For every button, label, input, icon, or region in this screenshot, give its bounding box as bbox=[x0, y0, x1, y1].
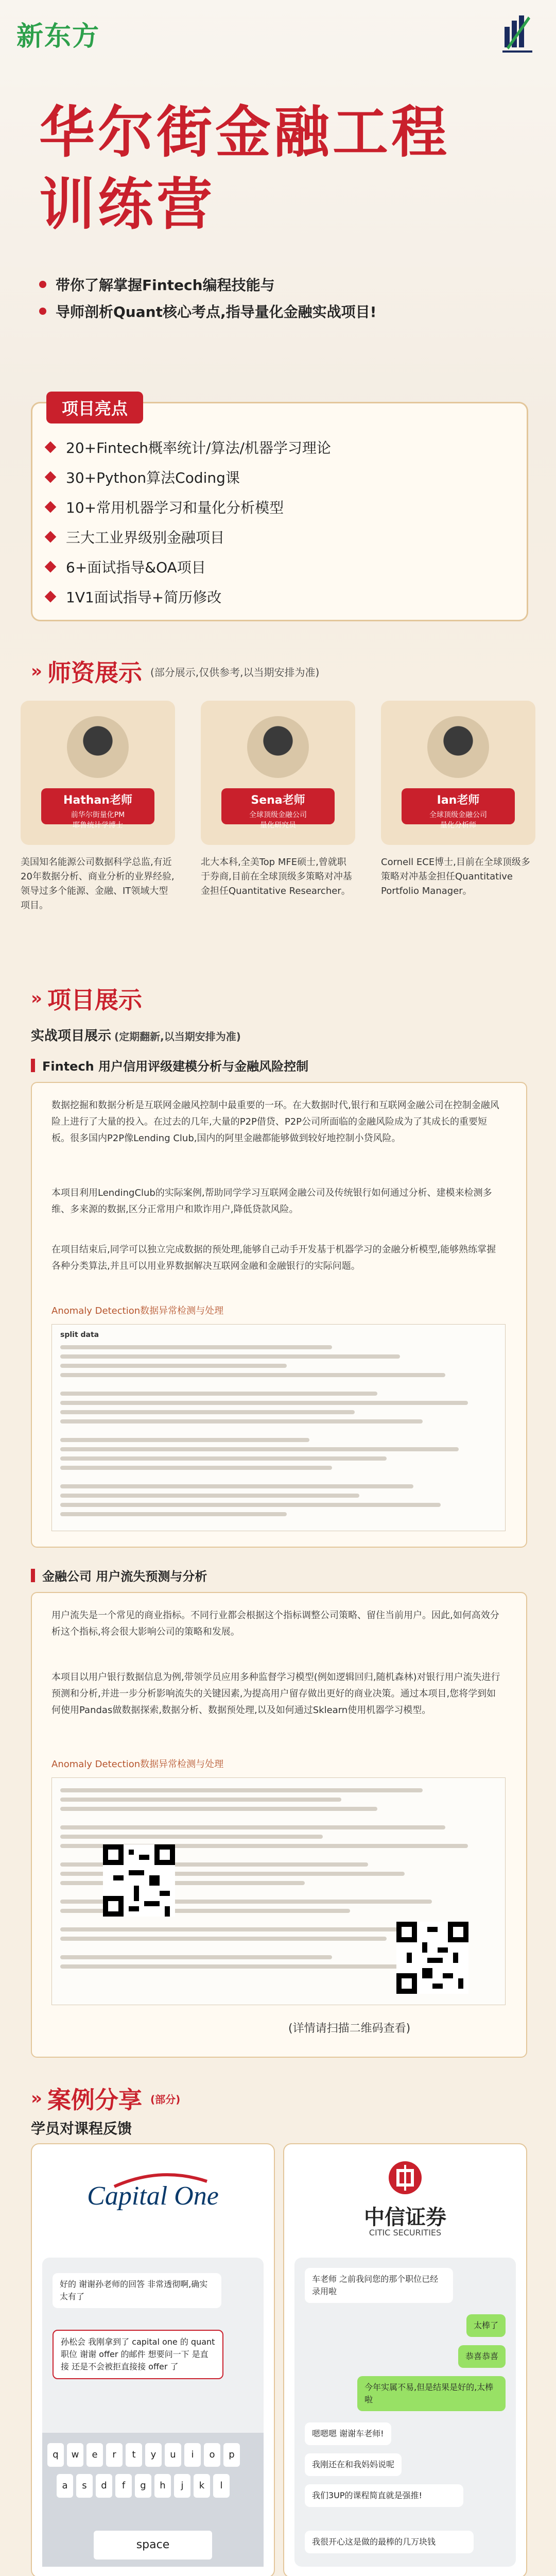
highlight-item: 三大工业界级别金融项目 bbox=[46, 527, 510, 547]
citic-name-cn: 中信证券 bbox=[364, 2206, 446, 2229]
chat-bubble: 嗯嗯嗯 谢谢车老师! bbox=[305, 2422, 391, 2445]
project1-code-screenshot: split data bbox=[51, 1324, 506, 1531]
highlight-item: 1V1面试指导+简历修改 bbox=[46, 586, 510, 607]
keyboard-key[interactable]: u bbox=[165, 2443, 181, 2467]
mentors-heading: » 师资展示 (部分展示,仅供参考,以当期安排为准) bbox=[31, 659, 320, 687]
diamond-icon bbox=[45, 531, 57, 543]
chat-screenshot bbox=[294, 2258, 516, 2567]
highlight-item: 20+Fintech概率统计/算法/机器学习理论 bbox=[46, 437, 510, 457]
keyboard-key[interactable]: i bbox=[184, 2443, 201, 2467]
swoosh-icon bbox=[109, 2171, 212, 2192]
capital-one-logo: Capital One bbox=[87, 2181, 219, 2211]
project2-para2: 本项目以用户银行数据信息为例,带领学员应用多种监督学习模型(例如逻辑回归,随机森林)对银行用户流失进行预测和分析,并进一步分析影响流失的关键因素,为提高用户留存做出更好的商业决策。通过本项目,您将学到如何使用Pandas做数据探索,数据分析、数据预处理,以及如何通过Sklearn使用机器学习模型。 bbox=[51, 1672, 500, 1716]
feedback-title: 学员对课程反馈 bbox=[31, 2120, 132, 2137]
keyboard-key[interactable]: q bbox=[47, 2443, 64, 2467]
hero-bullets bbox=[39, 268, 502, 328]
mentor-card bbox=[381, 701, 535, 845]
keyboard-key[interactable]: g bbox=[135, 2474, 151, 2498]
chat-bubble: 我们3UP的课程简直就是强推! bbox=[305, 2484, 463, 2507]
brand-logo: 新东方 bbox=[16, 21, 100, 52]
keyboard-key[interactable]: y bbox=[145, 2443, 162, 2467]
highlights-list bbox=[46, 428, 510, 616]
project1-para2: 本项目利用LendingClub的实际案例,帮助同学学习互联网金融公司及传统银行如何通过分析、建模来检测多维、多来源的数据,区分正常用户和欺诈用户,降低贷款风险。 bbox=[51, 1188, 492, 1215]
hero-title-line2: 训练营 bbox=[39, 173, 216, 237]
chat-bubble: 我很开心这是做的最棒的几万块钱 bbox=[305, 2531, 474, 2553]
avatar bbox=[427, 716, 489, 778]
chat-screenshot bbox=[42, 2258, 264, 2567]
mentor-desc: 北大本科,全美Top MFE硕士,曾就职于券商,目前在全球顶级多策略对冲基金担任Quantitative Researcher。 bbox=[201, 857, 352, 896]
chat-bubble: 孙松会 我刚拿到了 capital one 的 quant 职位 谢谢 offer 的邮件 想要问一下 是直接 还是不会被拒直接接 offer 了 bbox=[53, 2330, 223, 2379]
chat-bubble: 太棒了 bbox=[466, 2314, 506, 2337]
projects-heading: » 项目展示 bbox=[31, 986, 142, 1014]
qr-code-icon[interactable] bbox=[396, 1922, 468, 1994]
keyboard-key[interactable]: s bbox=[76, 2474, 93, 2498]
mentor-badge: Sena老师 全球顶级金融公司 量化研究员 bbox=[221, 788, 335, 824]
diamond-icon bbox=[45, 591, 57, 603]
mentor-card bbox=[21, 701, 175, 845]
avatar bbox=[247, 716, 309, 778]
mentor-card bbox=[201, 701, 355, 845]
mentor-badge: Ian老师 全球顶级金融公司 量化分析师 bbox=[402, 788, 515, 824]
practical-heading: 实战项目展示 (定期翻新,以当期安排为准) bbox=[31, 1028, 241, 1044]
feedback-card-right bbox=[283, 2143, 527, 2576]
diamond-icon bbox=[45, 561, 57, 573]
chat-bubble: 我刚还在和我妈妈说呢 bbox=[305, 2453, 402, 2476]
keyboard-key[interactable]: w bbox=[67, 2443, 83, 2467]
keyboard-key[interactable]: k bbox=[194, 2474, 210, 2498]
space-key[interactable]: space bbox=[94, 2531, 212, 2560]
keyboard-key[interactable]: e bbox=[86, 2443, 103, 2467]
keyboard-key[interactable]: h bbox=[154, 2474, 171, 2498]
citic-logo-icon bbox=[387, 2160, 423, 2196]
mentor-badge: Hathan老师 前华尔街量化PM 耶鲁统计学博士 bbox=[41, 788, 154, 824]
highlight-item: 30+Python算法Coding课 bbox=[46, 467, 510, 487]
citic-name-en: CITIC SECURITIES bbox=[369, 2228, 442, 2238]
highlight-item: 10+常用机器学习和量化分析模型 bbox=[46, 497, 510, 517]
keyboard-key[interactable]: j bbox=[174, 2474, 190, 2498]
chat-bubble: 今年实属不易,但是结果是好的,太棒啦 bbox=[357, 2376, 506, 2411]
keyboard-key[interactable]: t bbox=[126, 2443, 142, 2467]
diamond-icon bbox=[45, 442, 57, 453]
qr-code-icon[interactable] bbox=[103, 1844, 175, 1917]
keyboard-key[interactable]: d bbox=[96, 2474, 112, 2498]
cases-heading: » 案例分享 (部分) bbox=[31, 2086, 181, 2114]
double-arrow-icon: » bbox=[31, 988, 42, 1009]
double-arrow-icon: » bbox=[31, 2088, 42, 2109]
keyboard-key[interactable]: o bbox=[204, 2443, 220, 2467]
keyboard-key[interactable]: a bbox=[57, 2474, 73, 2498]
project1-caption: Anomaly Detection数据异常检测与处理 bbox=[51, 1306, 224, 1316]
chat-bubble: 车老师 之前我问您的那个职位已经录用啦 bbox=[305, 2268, 453, 2303]
project1-title: Fintech 用户信用评级建模分析与金融风险控制 bbox=[31, 1056, 308, 1074]
project1-para3: 在项目结束后,同学可以独立完成数据的预处理,能够自己动手开发基于机器学习的金融分析模型,能够熟练掌握各种分类算法,并且可以用业界数据解决互联网金融和金融银行的实际问题。 bbox=[51, 1244, 496, 1272]
chat-bubble: 好的 谢谢孙老师的回答 非常透彻啊,确实太有了 bbox=[53, 2273, 221, 2308]
mentor-desc: 美国知名能源公司数据科学总监,有近20年数据分析、商业分析的业界经验,领导过多个能源、金融、IT领域大型项目。 bbox=[21, 857, 175, 911]
hero-title-line1: 华尔街金融工程 bbox=[39, 100, 450, 165]
diamond-icon bbox=[45, 501, 57, 513]
qr-note: (详情请扫描二维码查看) bbox=[288, 2022, 411, 2035]
highlight-item: 6+面试指导&OA项目 bbox=[46, 556, 510, 577]
avatar bbox=[67, 716, 129, 778]
partner-logo-icon bbox=[499, 11, 535, 58]
hero-bullet: 导师剖析Quant核心考点,指导量化金融实战项目! bbox=[39, 301, 502, 321]
keyboard-key[interactable]: l bbox=[213, 2474, 230, 2498]
bullet-dot-icon bbox=[39, 308, 46, 315]
mentor-desc: Cornell ECE博士,目前在全球顶级多策略对冲基金担任Quantitative Portfolio Manager。 bbox=[381, 857, 530, 896]
project1-para1: 数据挖掘和数据分析是互联网金融风控制中最重要的一环。在大数据时代,银行和互联网金融公司在控制金融风险上进行了大量的投入。在过去的几年,大量的P2P借贷、P2P公司所面临的金融风险成为了其成长的重要短板。很多国内P2P像Lending Club,国内的阿里金融都能够做到较好地控制小贷风险。 bbox=[51, 1100, 499, 1144]
project2-caption: Anomaly Detection数据异常检测与处理 bbox=[51, 1759, 224, 1770]
keyboard bbox=[42, 2433, 264, 2567]
keyboard-key[interactable]: f bbox=[115, 2474, 132, 2498]
double-arrow-icon: » bbox=[31, 661, 42, 682]
project2-para1: 用户流失是一个常见的商业指标。不同行业都会根据这个指标调整公司策略、留住当前用户。因此,如何高效分析这个指标,将会很大影响公司的策略和发展。 bbox=[51, 1610, 499, 1637]
project2-title: 金融公司 用户流失预测与分析 bbox=[31, 1566, 207, 1584]
hero-bullet: 带你了解掌握Fintech编程技能与 bbox=[39, 274, 502, 295]
feedback-card-left bbox=[31, 2143, 275, 2576]
diamond-icon bbox=[45, 471, 57, 483]
highlights-tab: 项目亮点 bbox=[46, 392, 143, 423]
keyboard-key[interactable]: r bbox=[106, 2443, 123, 2467]
bullet-dot-icon bbox=[39, 281, 46, 288]
chat-bubble: 恭喜恭喜 bbox=[458, 2345, 506, 2368]
keyboard-key[interactable]: p bbox=[223, 2443, 240, 2467]
